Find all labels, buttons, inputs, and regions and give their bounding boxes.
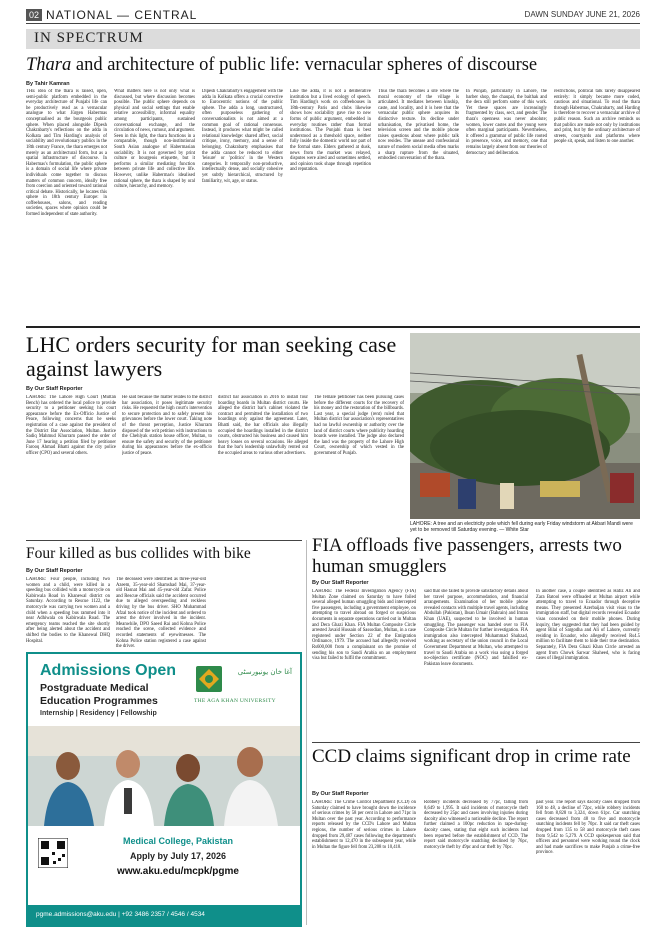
lhc-headline-text: LHC orders security for man seeking case against lawyers <box>26 332 397 381</box>
ccd-col-3: past year. The report says dacoity cases dropped from 160 to 48, a decline of 72pc, while robbery incidents fell from 8,828 to 3,324, down 61pc. Car snatching cases decreased from 48 to five and motorcycle snatching incidents fell by 70pc. It said car theft cases dropped from 135 to 58 and motorcycle theft cases from 9,542 to 5,279. A CCD spokesperson said that officers and personnel were working round the clock and had made sacrifices to make Punjab a crime-free province. <box>536 800 640 856</box>
fia-col-3: In another case, a couple identified as Hafiz Ali and Zara Batool were offloaded at Multan airport while attempting to travel to Ecuador through deceptive means. They presented Azerbaijan visit visas to the immigration staff, but digital records revealed Ecuador visas concealed on their mobile phones. During inquiry, they suggested that they had been guided by agent Bilal of Sargodha and Ali of Lahore, currently residing in Ecuador, who allegedly received Rs4.5 million to facilitate them to hide their true destination. Separately, FIA Dera Ghazi Khan Circle arrested an agent from Chowk Sarwar Shaheed, who is facing cases of illegal immigration. <box>536 589 640 662</box>
thara-col-5: Thus the thara becomes a site where the moral economy of the village is articulated. It mediates between kinship, caste, and locality, and it is here that the vernacular public sphere acquires its distinctive texture. Its decline under urbanisation, the privatised home, the television screen and the mobile phone raises questions about where public talk now resides. The unease and confessional nature of modern social media often marks a sharp rupture from the situated, embodied conversation of the thara. <box>378 89 459 162</box>
ad-contact: pgme.admissions@aku.edu | +92 3486 2357 / 4546 / 4534 <box>36 911 205 918</box>
column-divider <box>306 540 307 925</box>
qr-code-icon[interactable] <box>38 838 68 868</box>
bikes-rule <box>26 540 302 541</box>
medical-staff-illustration <box>28 726 300 826</box>
ad-photo <box>28 726 300 826</box>
lhc-headline <box>26 333 426 381</box>
fallen-tree-illustration <box>410 333 640 519</box>
ccd-col-1: LAHORE: The Crime Control Department (CCD) on Saturday claimed to have brought down the incidence of serious crimes by 58 per cent in Lahore and 71pc in Multan over the past year. According to performance reports released by the CCD's Lahore and Multan regions, the number of serious crimes in Lahore dropped from 29,487 cases following the department's establishment to 12,470 in the subsequent year, while in Multan the figure fell from 23,208 to 10,418. <box>312 800 416 850</box>
ccd-rule <box>312 742 640 743</box>
bikes-col-1: LAHORE: Four people, including two women and a child, were killed in a speeding bus collided with a motorcycle on Kabirwala Road in Khanewal district on Saturday. According to Rescue 1122, the motorcycle was carrying two women and a child when a speeding bus rammed into it near Adhiwala on Kabirwala Road. The emergency teams reached the site shortly after being alerted about the accident and shifted the bodies to the Khanewal DHQ Hospital. <box>26 577 110 644</box>
bikes-col-2: The deceased were identified as three-year-old Azeem, 35-year-old Shamshad Mai, 37-year-old Hasnat Mai and 45-year-old Zafar. Police and Rescue officials said the accident occurred due to alleged overspeeding and reckless driving by the bus driver. SHO Muhammad Afzal took notice of the incident and ordered to arrest the driver involved in the incident. Meanwhile, DPO Saeed Rai and Kohna Police reached the scene, collected evidence and recorded statements of eyewitnesses. The Kohna Police station registered a case against the driver. <box>116 577 206 649</box>
supplement-bar <box>26 29 640 49</box>
thara-byline: By Tahir Kamran <box>26 81 70 87</box>
supplement-label: IN SPECTRUM <box>34 30 144 46</box>
ad-subtitle-1: Postgraduate Medical <box>40 682 149 694</box>
ad-college: Medical College, Pakistan <box>122 836 234 846</box>
bikes-headline <box>26 545 306 563</box>
ccd-col-2: Robbery incidents decreased by 77pc, falling from 8,649 to 1,995. It said incidents of motorcycle theft decreased by 25pc and cases involving injuries during dacoity also witnessed a noticeable decline. The report further claimed a 100pc reduction in rape-during-dacoity cases, stating that eight such incidents had been reported before the establishment of CCD. The report said motorcycle snatching declined by 76pc, motorcycle theft by 49pc and car theft by 70pc. <box>424 800 528 850</box>
aku-emblem-icon <box>194 664 224 694</box>
bikes-byline: By Our Staff Reporter <box>26 568 83 574</box>
ccd-headline-text: CCD claims significant drop in crime rate <box>312 746 631 767</box>
section-divider <box>26 326 640 328</box>
thara-headline <box>26 55 640 76</box>
lhc-col-4: The female petitioner has been pursuing cases before the different courts for the recovery of his money and the restoration of the billboards. Last year, a special judge (rent) ruled that Multan district bar association's representatives had no lawful ownership or authority over the land of district courts where publicity hoarding boards were installed. The judge also declared the land was the property of the Lahore High Court, ownership of which vested in the government of Punjab. <box>314 395 404 456</box>
page-number: 02 <box>26 9 42 21</box>
thara-col-7: restrictions, political talk rarely disappeared entirely: it simply became more coded, cautious and situational. To read the thara through Habermas, Chakrabarty, and Harding is therefore to recover a vernacular archive of public reason. Such an archive reminds us that publics are made not only by institutions and print, but by the ordinary architecture of streets, courtyards and platforms where people sit, speak, and listen to one another. <box>554 89 640 145</box>
aku-logo <box>194 664 292 724</box>
ad-title: Admissions Open <box>40 662 177 679</box>
thara-col-4: Like the adda, it is not a deliberative institution but a lived ecology of speech. Tim Harding's work on coffeehouses in 18th-century Paris and clubs likewise shows how sociability gave rise to new forms of public argument, embedded in everyday routines rather than formal institutions. The Punjabi thara is best understood as a threshold space, neither fully inside the domestic world nor part of the formal state. Elders gathered at dusk, news from the market was relayed, disputes were aired and sometimes settled, and opinion took shape through repetition and reputation. <box>290 89 371 173</box>
masthead-rule <box>26 23 640 24</box>
ccd-byline: By Our Staff Reporter <box>312 791 369 797</box>
fia-byline: By Our Staff Reporter <box>312 580 369 586</box>
ad-contact-bar[interactable] <box>28 905 300 925</box>
ad-deadline: Apply by July 17, 2026 <box>129 851 227 861</box>
thara-col-6: In Punjab, particularly in Lahore, the barber shop, the chaupal, the baithak and the dera still perform some of this work. Yet these spaces are increasingly fragmented by class, sect, and gender. The thara's openness was never absolute; women, lower castes and the young were often marginal participants. Nevertheless, it offered a grammar of public life rooted in presence, voice, and memory, one that remains largely absent from our theories of democracy and deliberation. <box>466 89 547 156</box>
section-title: NATIONAL — CENTRAL <box>46 8 198 22</box>
paper-date: DAWN SUNDAY JUNE 21, 2026 <box>524 10 640 19</box>
ccd-headline <box>312 746 640 767</box>
fia-headline-text: FIA offloads five passengers, arrests two human smugglers <box>312 535 622 577</box>
photo-caption: LAHORE: A tree and an electricity pole which fell during early Friday windstorm at Akbari Mandi were yet to be removed till Saturday evening. — White Star <box>410 521 633 533</box>
ad-tags: Internship | Residency | Fellowship <box>40 710 157 717</box>
ad-subtitle-2: Education Programmes <box>40 695 158 707</box>
lhc-byline: By Our Staff Reporter <box>26 386 83 392</box>
aku-name: THE AGA KHAN UNIVERSITY <box>194 698 276 704</box>
thara-col-3: Dipesh Chakrabarty's engagement with the adda in Kolkata offers a crucial corrective to Eurocentric notions of the public sphere. The adda a long, unstructured, often purposeless gathering of conversationalists is not aimed at a common goal of rational consensus. Instead, it produces what might be called relational knowledge: shared affect, social critique, irony, memory, and a sense of belonging. Chakrabarty emphasises that the adda cannot be reduced to either 'leisure' or 'politics' in the Western categories. It temporally non-productive, intellectually dense, and socially cohesive yet subtly hierarchical, structured by familiarity, wit, age, or status. <box>202 89 283 184</box>
fia-col-2: said that she failed to provide satisfactory details about her travel purpose, accommodation, and financial arrangements. Examination of her mobile phone revealed contacts with multiple travel agents, including Abdullah (Pakistan), Ihsan Umair (Bahrain) and Imran Khan (UAE), suspected to be involved in human smuggling. The passenger was handed over to FIA Composite Circle Multan for further investigation. FIA immigration also intercepted Muhammad Shahzad, working as secretary of the union council in the Local Government Department at Multan, who attempted to travel to Saudi Arabia on a work visa using a forged no-objection certificate (NOC) and falsified ex-Pakistan leave documents. <box>424 589 528 667</box>
news-photo <box>410 333 640 519</box>
thara-col-1: THE idea of the thara is raised, open, semi-public platform embedded in the everyday architecture of Punjabi life can be productively read as a vernacular analogue to what Jürgen Habermas conceptualised as the bourgeois public sphere. When placed alongside Dipesh Chakrabarty's reflections on the adda in Kolkata and Tim Harding's analysis of sociability and revolutionary publics in the 18th century France, the thara emerges not merely as an architectural form, but as a spatial infrastructure of discourse. In Habermas's formulation, the public sphere is a domain of social life where private individuals come together to discuss matters of common concern, ideally free from coercion and oriented toward rational critical debate. Historically, he locates this sphere in 18th century Europe: in coffeehouses, salons, and reading societies, spaces where opinion could be formed independent of state authority. <box>26 89 107 218</box>
lhc-col-3: district bar association in 2016 to install four boarding boards in Multan district courts. He alleged the district bar's cabinet violated the contract and permitted the installation of two hoardings only against the agreement. Later, Bhatti said, the bar officials also illegally occupied the hoardings installed in the district courts, obstructed his business and caused him heavy losses on several occasions. He alleged that the bar's leadership unlawfully rented out the occupied areas to various other advertisers. <box>218 395 308 456</box>
masthead <box>26 8 640 22</box>
ad-url[interactable]: www.aku.edu/mcpk/pgme <box>117 866 239 877</box>
lhc-col-2: He said because the matter relates to the district bar association, it poses legitimate security risks. He requested the high court's intervention to secure protection and to safely present his grievances before the lower court. Taking note of the threat perception, Justice Khurram disposed of the writ petition with instructions to the Chehlyak station house officer, Multan, to ensure the safety and security of the petitioner during his appearances before the ex-officio justice of peace. <box>122 395 212 456</box>
thara-col-2: What matters here is not only what is discussed, but where discussion becomes possible. The public sphere depends on physical and social settings that enable relative accessibility, informal equality among participants, sustained conversational exchange, and the circulation of news, rumour, and argument. Seen in this light, the thara functions in a comparable, though non-institutional South Asian analogue of Habermasian sociability. It is not governed by print culture or bourgeois etiquette, but it performs a similar mediating function between private life and collective life. However, unlike Habermas's idealised rational sphere, the thara is shaped by oral culture, hierarchy, and memory. <box>114 89 195 190</box>
thara-headline-italic: Thara <box>26 55 72 75</box>
fia-headline <box>312 535 640 577</box>
aku-advertisement[interactable] <box>26 652 302 927</box>
thara-headline-rest: and architecture of public life: vernacular spheres of discourse <box>75 55 538 75</box>
fia-col-1: LAHORE: The Federal Investigation Agency (FIA) Multan Zone claimed on Saturday to have foiled several alleged human smuggling bids and intercepted five passengers, including a government employee, on attempting to travel abroad on forged or suspicious documents in separate operations carried out in Multan and Dera Ghazi Khan. FIA Multan Composite Circle arrested Javaid Hussain of Sassodian, Multan, in a case registered under Section 22 of the Emigration Ordinance, 1979. The accused had allegedly received Rs600,000 from a complainant on the promise of sending his son to Saudi Arabia on an employment visa but failed to fulfil the commitment. <box>312 589 416 662</box>
bikes-headline-text: Four killed as bus collides with bike <box>26 545 251 562</box>
aku-name-urdu: آغا خان یونیورسٹی <box>237 668 292 676</box>
lhc-col-1: LAHORE: The Lahore High Court (Multan Bench) has ordered the local police to provide security to a petitioner seeking his court appearance before the Ex-Officio Justice of Peace, following concerns that he seeks registration of a case against the president of the District Bar Association, Multan. Justice Sadiq Mahmud Khurram passed the order of June 17 hearing a petition filed by petitioner Farooq Ahmad Bhatti against the city police officer (CPO) and several others. <box>26 395 116 456</box>
